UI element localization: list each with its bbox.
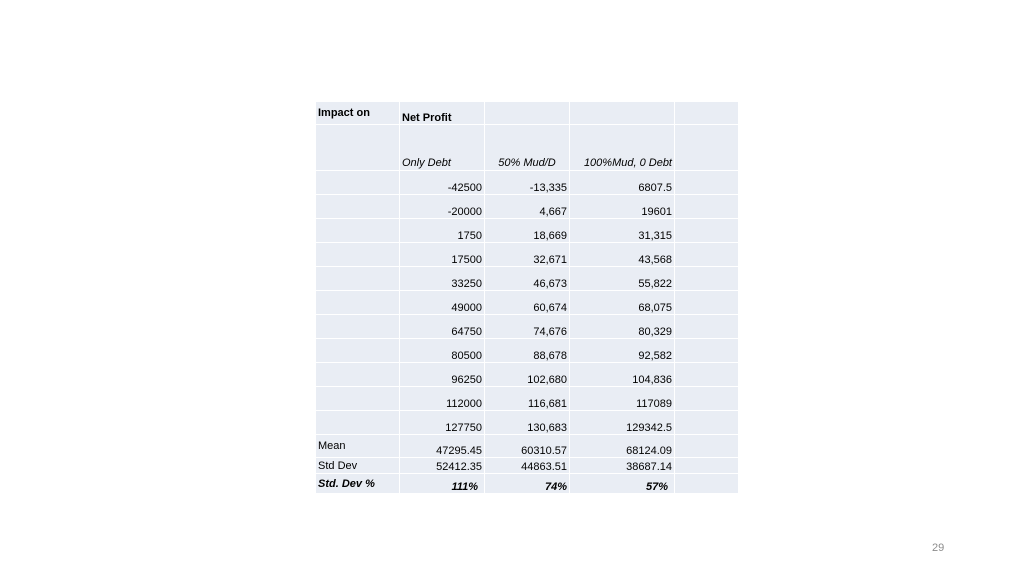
table-cell: -20000	[400, 195, 485, 219]
empty-cell	[316, 195, 400, 219]
table-cell: 88,678	[485, 339, 570, 363]
std-dev-pct-value: 111%	[400, 474, 485, 494]
table-cell: 102,680	[485, 363, 570, 387]
table-cell: 46,673	[485, 267, 570, 291]
table-cell: 96250	[400, 363, 485, 387]
table-cell: 55,822	[570, 267, 675, 291]
empty-cell	[675, 291, 739, 315]
table-cell: 129342.5	[570, 411, 675, 435]
table-cell: 32,671	[485, 243, 570, 267]
table-cell: 74,676	[485, 315, 570, 339]
table-cell: 31,315	[570, 219, 675, 243]
page-number: 29	[932, 542, 945, 554]
table-cell: 33250	[400, 267, 485, 291]
table-cell: 68,075	[570, 291, 675, 315]
empty-cell	[675, 387, 739, 411]
column-header-50-mud: 50% Mud/D	[485, 125, 570, 171]
impact-table	[315, 101, 739, 494]
table-row	[316, 363, 739, 387]
empty-cell	[675, 102, 739, 125]
empty-cell	[675, 195, 739, 219]
empty-cell	[675, 435, 739, 458]
empty-cell	[675, 267, 739, 291]
table-row	[316, 291, 739, 315]
metric-label: Net Profit	[400, 102, 485, 125]
mean-value: 60310.57	[485, 435, 570, 458]
std-dev-pct-value: 57%	[570, 474, 675, 494]
table-cell: 80500	[400, 339, 485, 363]
table-cell: 1750	[400, 219, 485, 243]
table-cell: 130,683	[485, 411, 570, 435]
table-cell: 4,667	[485, 195, 570, 219]
empty-cell	[675, 363, 739, 387]
impact-heading: Impact on	[316, 102, 400, 125]
std-dev-pct-label: Std. Dev %	[316, 474, 400, 494]
table-row	[316, 387, 739, 411]
std-dev-row	[316, 458, 739, 474]
table-row	[316, 219, 739, 243]
mean-value: 68124.09	[570, 435, 675, 458]
std-dev-pct-row	[316, 474, 739, 494]
empty-cell	[675, 315, 739, 339]
empty-cell	[675, 339, 739, 363]
empty-cell	[675, 411, 739, 435]
table-cell: 17500	[400, 243, 485, 267]
empty-cell	[675, 243, 739, 267]
table-row	[316, 339, 739, 363]
mean-value: 47295.45	[400, 435, 485, 458]
table-cell: 80,329	[570, 315, 675, 339]
table-cell: 92,582	[570, 339, 675, 363]
column-header-100-mud: 100%Mud, 0 Debt	[570, 125, 675, 171]
empty-cell	[316, 243, 400, 267]
table-cell: 60,674	[485, 291, 570, 315]
table-cell: 6807.5	[570, 171, 675, 195]
empty-cell	[316, 387, 400, 411]
empty-cell	[675, 171, 739, 195]
std-dev-value: 44863.51	[485, 458, 570, 474]
table-row	[316, 411, 739, 435]
empty-cell	[485, 102, 570, 125]
table-cell: 116,681	[485, 387, 570, 411]
table-row	[316, 315, 739, 339]
table-cell: 43,568	[570, 243, 675, 267]
empty-cell	[316, 315, 400, 339]
table-row	[316, 171, 739, 195]
empty-cell	[316, 171, 400, 195]
table-cell: 18,669	[485, 219, 570, 243]
std-dev-value: 52412.35	[400, 458, 485, 474]
empty-cell	[316, 411, 400, 435]
empty-cell	[570, 102, 675, 125]
std-dev-label: Std Dev	[316, 458, 400, 474]
table-row	[316, 195, 739, 219]
table-cell: 49000	[400, 291, 485, 315]
table-row	[316, 267, 739, 291]
empty-cell	[675, 474, 739, 494]
empty-cell	[316, 339, 400, 363]
empty-cell	[316, 219, 400, 243]
table-cell: 127750	[400, 411, 485, 435]
table-cell: -42500	[400, 171, 485, 195]
empty-cell	[316, 291, 400, 315]
empty-cell	[316, 267, 400, 291]
column-header-only-debt: Only Debt	[400, 125, 485, 171]
table-cell: 112000	[400, 387, 485, 411]
empty-cell	[316, 363, 400, 387]
table-cell: 104,836	[570, 363, 675, 387]
table-cell: 117089	[570, 387, 675, 411]
std-dev-pct-value: 74%	[485, 474, 570, 494]
empty-cell	[316, 125, 400, 171]
empty-cell	[675, 125, 739, 171]
std-dev-value: 38687.14	[570, 458, 675, 474]
table-cell: 19601	[570, 195, 675, 219]
table-cell: -13,335	[485, 171, 570, 195]
table-row	[316, 243, 739, 267]
mean-label: Mean	[316, 435, 400, 458]
empty-cell	[675, 458, 739, 474]
table-cell: 64750	[400, 315, 485, 339]
empty-cell	[675, 219, 739, 243]
mean-row	[316, 435, 739, 458]
